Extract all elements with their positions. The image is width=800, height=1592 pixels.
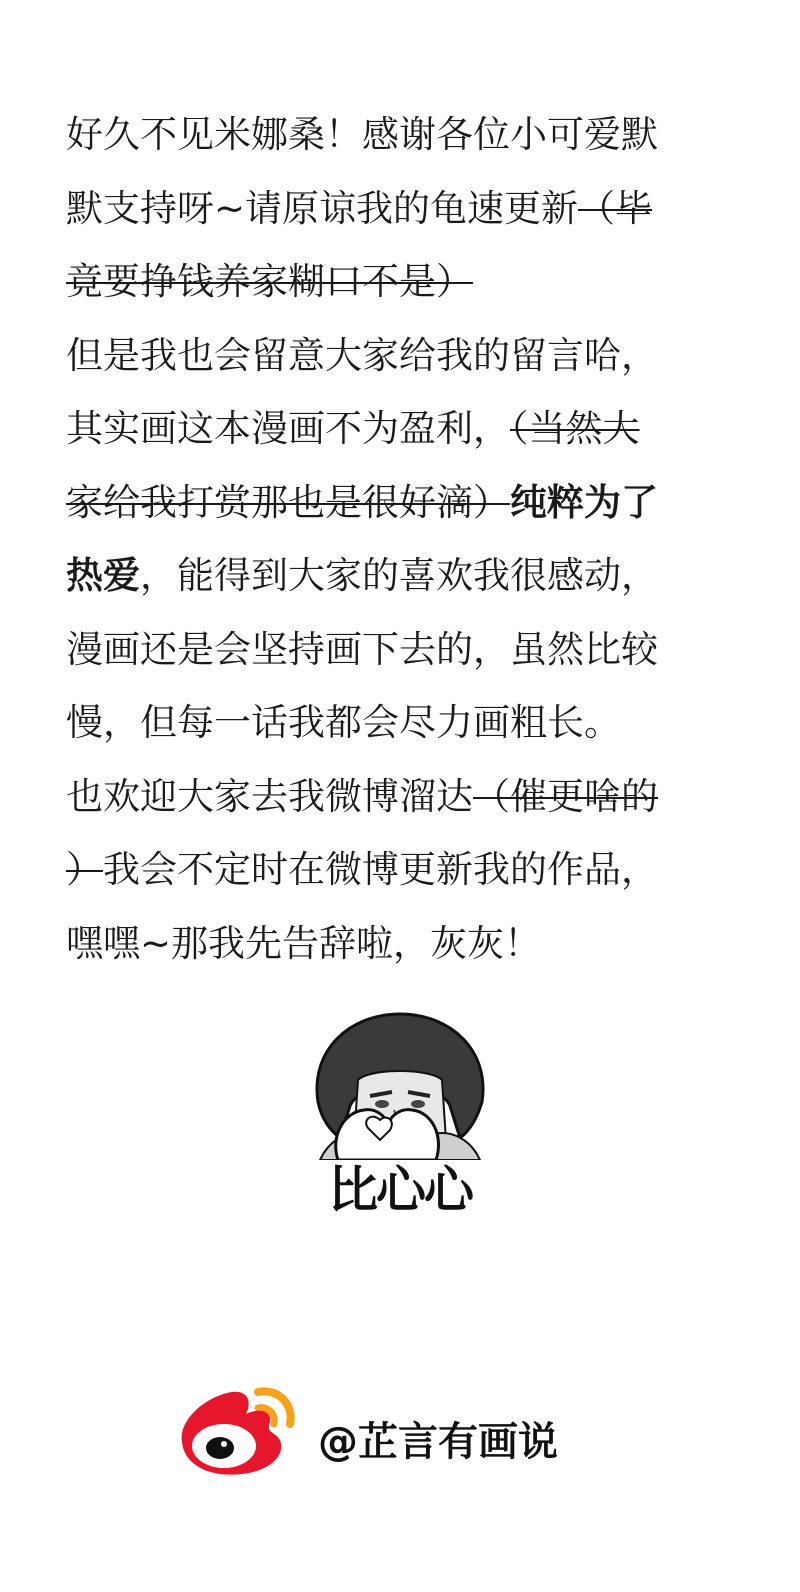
text-line-9: 慢，但每一话我都会尽力画粗长。 (66, 701, 621, 744)
text-line-3 (66, 245, 730, 319)
text-line-4: 但是我也会留意大家给我的留言哈， (66, 333, 658, 377)
strikethrough-text: 家给我打赏那也是很好滴） (66, 480, 510, 524)
bold-text: 纯粹为了 (510, 480, 658, 524)
text-line-6 (66, 466, 730, 540)
text-line-12: 嘿嘿~那我先告辞啦，灰灰！ (66, 921, 542, 965)
text-line-11: ）我会不定时在微博更新我的作品， (66, 848, 658, 891)
message-text (66, 98, 730, 980)
text-line-2: 默支持呀~请原谅我的龟速更新（毕 (66, 186, 653, 230)
strikethrough-text: （毕 (578, 186, 653, 230)
bold-text: 热爱 (66, 554, 140, 597)
strikethrough-text: （催更啥的 (473, 774, 658, 818)
text-line-7: 热爱，能得到大家的喜欢我很感动， (66, 554, 658, 597)
weibo-logo-icon (172, 1378, 302, 1478)
meme-caption: 比心心 (328, 1161, 472, 1219)
text-line-10: 也欢迎大家去我微博溜达（催更啥的 (66, 774, 658, 818)
text-line-8: 漫画还是会坚持画下去的，虽然比较 (66, 627, 658, 671)
meme-face-icon (300, 1010, 500, 1160)
strikethrough-text: （当然大 (510, 407, 640, 450)
text-line-5: 其实画这本漫画不为盈利，（当然大 (66, 407, 640, 450)
strikethrough-text: 竟要挣钱养家糊口不是） (66, 260, 473, 303)
strikethrough-text: ） (66, 848, 103, 891)
heart-hands-meme (300, 1010, 500, 1230)
weibo-handle: @芷言有画说 (318, 1419, 558, 1465)
text-line-1: 好久不见米娜桑！感谢各位小可爱默 (66, 113, 658, 156)
weibo-footer (172, 1378, 632, 1488)
